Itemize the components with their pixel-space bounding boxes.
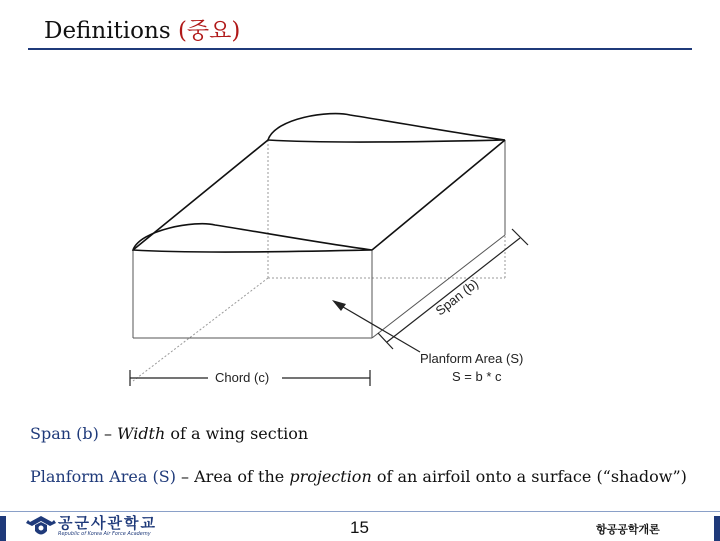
planform-label: Planform Area (S): [420, 351, 524, 366]
definition-span: [30, 424, 308, 443]
slide-footer: [0, 511, 720, 541]
definition-rest: of an airfoil onto a surface (“shadow”): [371, 467, 687, 486]
footer-left-bar: [0, 516, 6, 541]
planform-arrow-line: [338, 304, 420, 352]
school-name: 공군사관학교: [58, 514, 157, 532]
title-main: Definitions: [44, 18, 178, 44]
span-label: Span (b): [432, 275, 482, 319]
definition-dash: –: [98, 424, 118, 443]
planform-arrowhead: [332, 300, 346, 311]
footer-right-bar: [714, 516, 720, 541]
span-dimension: [378, 229, 528, 349]
definition-rest: of a wing section: [165, 424, 309, 443]
definition-planform: [30, 467, 687, 486]
definition-term: Span (b): [30, 424, 99, 443]
academy-emblem-icon: [26, 513, 56, 539]
title-accent: (중요): [177, 18, 241, 44]
page-number: 15: [350, 518, 369, 537]
definition-italic: projection: [289, 467, 372, 486]
definition-italic: Width: [117, 424, 166, 443]
course-name: 항공공학개론: [596, 523, 660, 536]
school-branding: [58, 512, 157, 537]
wing-planform: [133, 114, 505, 252]
definition-term: Planform Area (S): [30, 467, 176, 486]
chord-label: Chord (c): [215, 370, 270, 385]
definition-dash: –: [175, 467, 195, 486]
formula-label: S = b * c: [452, 369, 502, 384]
definition-text: Area of the: [194, 467, 290, 486]
hidden-edges: [133, 140, 505, 381]
school-subtitle: Republic of Korea Air Force Academy: [58, 531, 151, 537]
